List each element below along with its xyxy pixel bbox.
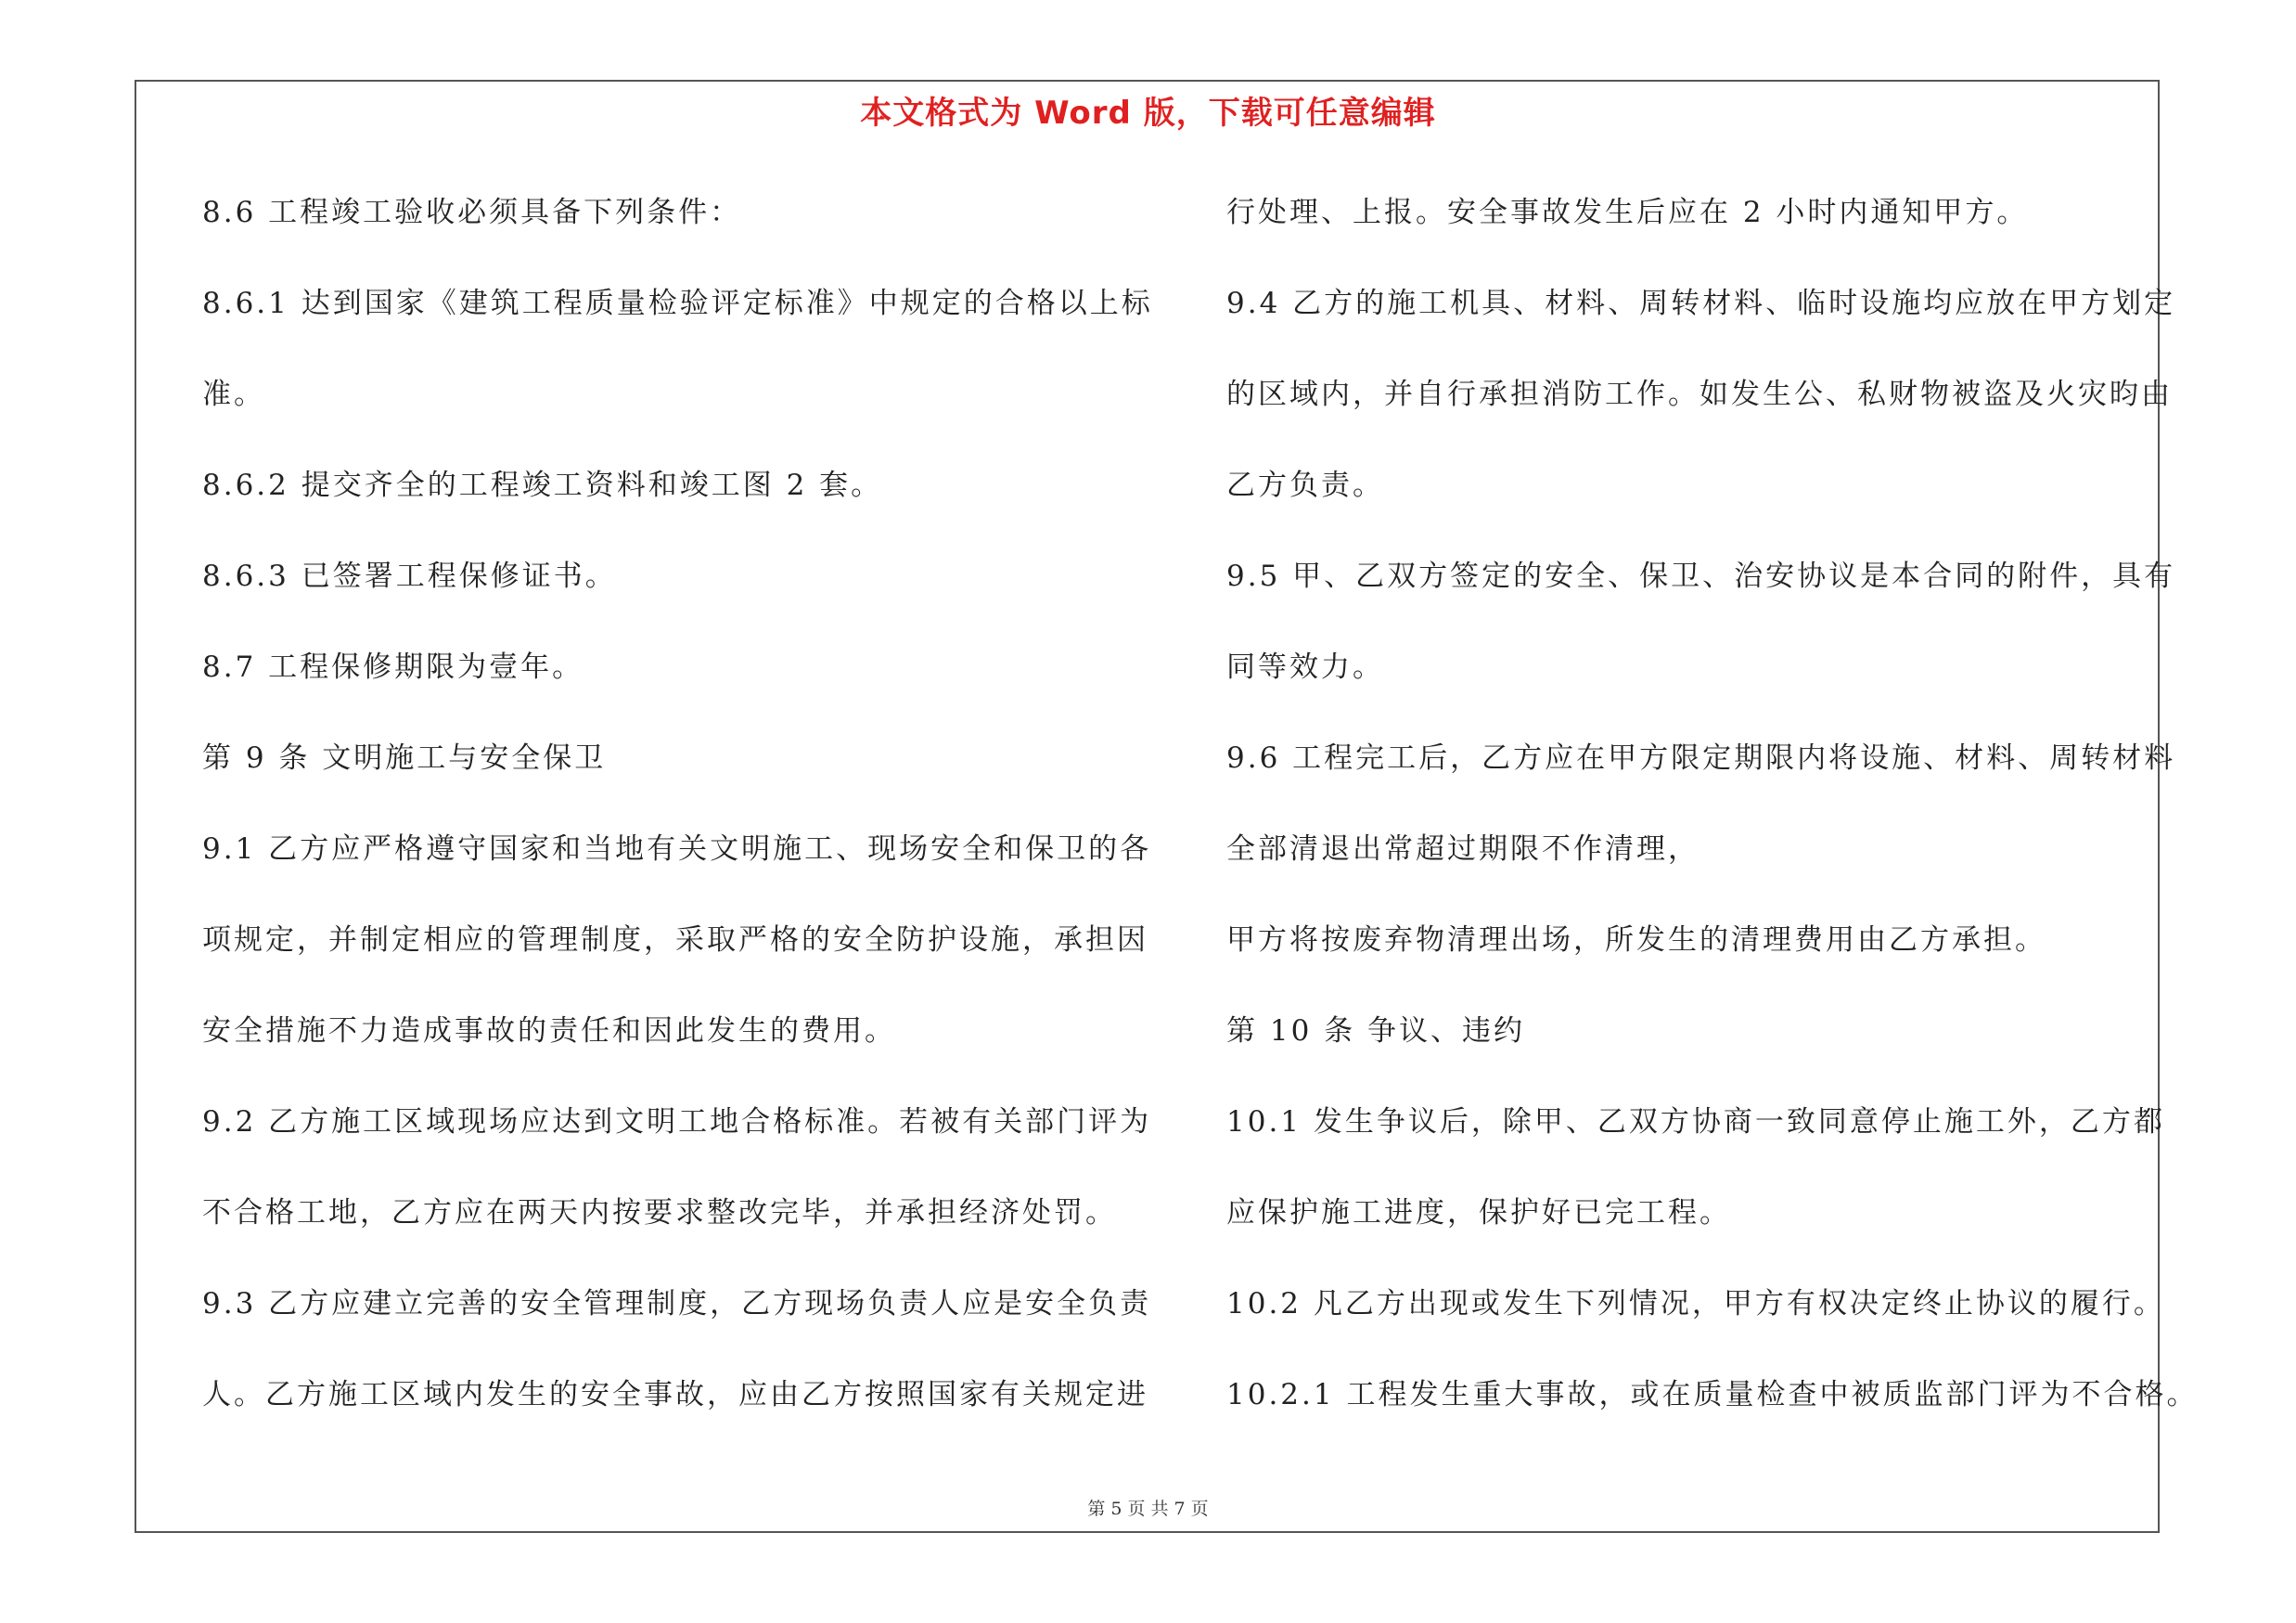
left-text-column bbox=[202, 186, 1153, 1459]
text-line: 的区域内，并自行承担消防工作。如发生公、私财物被盗及火灾昀由 bbox=[1226, 378, 2173, 411]
text-line: 应保护施工进度，保护好已完工程。 bbox=[1226, 1196, 1731, 1230]
text-line: 9.5 甲、乙双方签定的安全、保卫、治安协议是本合同的附件，具有 bbox=[1226, 560, 2176, 593]
page-number-footer: 第 5 页 共 7 页 bbox=[1087, 1499, 1209, 1519]
text-line: 人。乙方施工区域内发生的安全事故，应由乙方按照国家有关规定进 bbox=[202, 1378, 1148, 1411]
text-line: 乙方负责。 bbox=[1226, 469, 1384, 502]
text-line: 10.2 凡乙方出现或发生下列情况，甲方有权决定终止协议的履行。 bbox=[1226, 1287, 2165, 1320]
text-line: 全部清退出常超过期限不作清理， bbox=[1226, 832, 1700, 866]
text-line: 9.1 乙方应严格遵守国家和当地有关文明施工、现场安全和保卫的各 bbox=[202, 832, 1152, 866]
text-line: 10.2.1 工程发生重大事故，或在质量检查中被质监部门评为不合格。 bbox=[1226, 1378, 2199, 1411]
section-heading: 第 10 条 争议、违约 bbox=[1226, 1014, 1526, 1048]
right-text-column bbox=[1226, 186, 2199, 1459]
text-line: 8.6.3 已签署工程保修证书。 bbox=[202, 560, 617, 593]
text-line: 8.7 工程保修期限为壹年。 bbox=[202, 650, 584, 684]
text-line: 8.6.1 达到国家《建筑工程质量检验评定标准》中规定的合格以上标 bbox=[202, 287, 1153, 320]
text-line: 9.6 工程完工后，乙方应在甲方限定期限内将设施、材料、周转材料 bbox=[1226, 741, 2176, 775]
section-heading: 第 9 条 文明施工与安全保卫 bbox=[202, 741, 607, 775]
text-line: 10.1 发生争议后，除甲、乙双方协商一致同意停止施工外，乙方都 bbox=[1226, 1105, 2165, 1139]
text-line: 8.6 工程竣工验收必须具备下列条件： bbox=[202, 196, 742, 229]
text-line: 8.6.2 提交齐全的工程竣工资料和竣工图 2 套。 bbox=[202, 469, 883, 502]
word-format-banner: 本文格式为 Word 版，下载可任意编辑 bbox=[860, 95, 1436, 132]
text-line: 9.3 乙方应建立完善的安全管理制度，乙方现场负责人应是安全负责 bbox=[202, 1287, 1152, 1320]
text-line: 行处理、上报。安全事故发生后应在 2 小时内通知甲方。 bbox=[1226, 196, 2029, 229]
text-line: 项规定，并制定相应的管理制度，采取严格的安全防护设施，承担因 bbox=[202, 923, 1148, 957]
text-line: 不合格工地，乙方应在两天内按要求整改完毕，并承担经济处罚。 bbox=[202, 1196, 1117, 1230]
text-line: 9.2 乙方施工区域现场应达到文明工地合格标准。若被有关部门评为 bbox=[202, 1105, 1152, 1139]
text-line: 甲方将按废弃物清理出场，所发生的清理费用由乙方承担。 bbox=[1226, 923, 2046, 957]
text-line: 同等效力。 bbox=[1226, 650, 1384, 684]
text-line: 安全措施不力造成事故的责任和因此发生的费用。 bbox=[202, 1014, 896, 1048]
text-line: 9.4 乙方的施工机具、材料、周转材料、临时设施均应放在甲方划定 bbox=[1226, 287, 2176, 320]
text-line: 准。 bbox=[202, 378, 265, 411]
